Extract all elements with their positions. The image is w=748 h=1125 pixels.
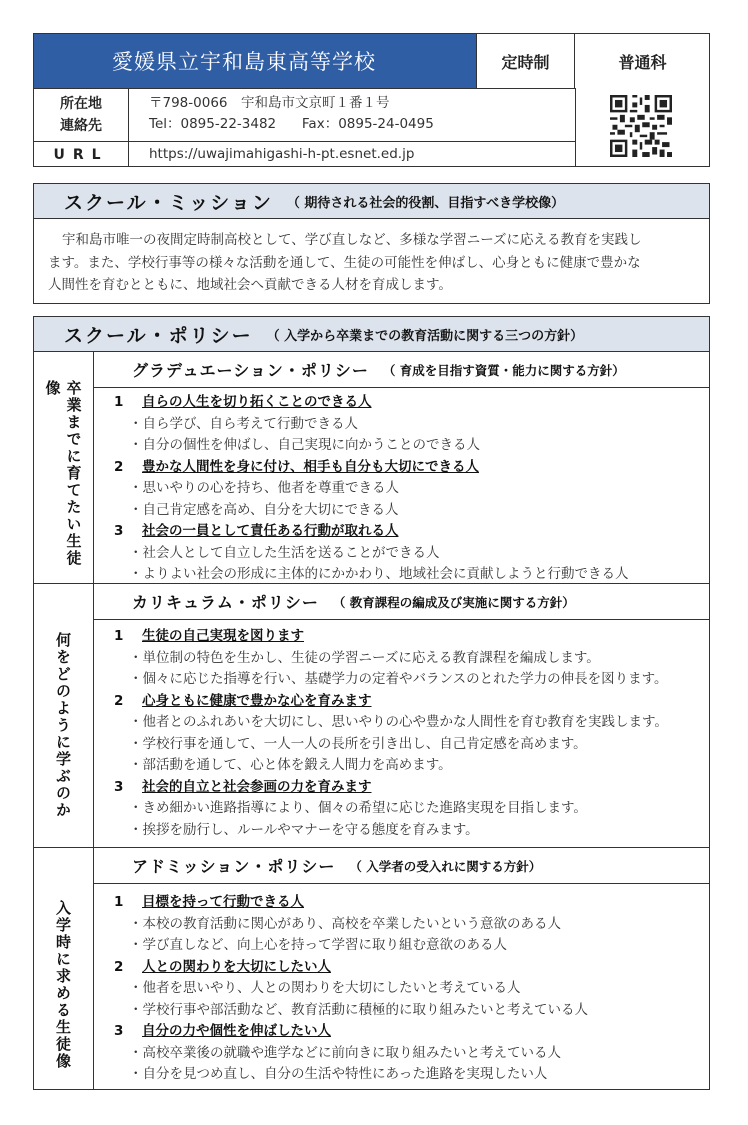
item-number: 1	[114, 394, 124, 410]
bullet: ・高校卒業後の就職や進学などに前向きに取り組みたいと考えている人	[129, 1044, 561, 1061]
list-item	[114, 392, 629, 414]
item-heading: 自らの人生を切り拓くことのできる人	[142, 394, 372, 410]
section-title: アドミッション・ポリシー	[132, 857, 336, 876]
item-heading: 生徒の自己実現を図ります	[142, 628, 304, 644]
list-item	[114, 626, 668, 648]
bullet: ・他者とのふれあいを大切にし、思いやりの心や豊かな人間性を育む教育を実践します。	[129, 714, 668, 730]
bullet: ・自分の個性を伸ばし、自己実現に向かうことのできる人	[129, 437, 480, 453]
bullet: ・部活動を通して、心と体を鍛え人間力を高めます。	[129, 757, 452, 773]
list-item	[114, 521, 629, 543]
section-subtitle: （ 育成を目指す資質・能力に関する方針）	[382, 362, 625, 378]
bullet: ・自己肯定感を高め、自分を大切にできる人	[129, 501, 399, 518]
address-contact	[149, 93, 434, 135]
graduation-policy-title	[94, 352, 709, 388]
bullet: ・挨拶を励行し、ルールやマナーを守る態度を育みます。	[129, 821, 479, 838]
mission-text	[34, 219, 709, 297]
admission-policy-items	[114, 892, 588, 1086]
location-label: 所在地	[60, 96, 102, 112]
course-type: 定時制	[477, 34, 575, 88]
address: 〒798-0066 宇和島市文京町１番１号	[149, 95, 390, 111]
contact-label: 連絡先	[60, 118, 102, 134]
url-label: URL	[34, 142, 129, 167]
section-title: グラデュエーション・ポリシー	[132, 361, 369, 380]
item-heading: 社会の一員として責任ある行動が取れる人	[142, 523, 399, 539]
item-number: 1	[114, 894, 124, 910]
item-heading: 心身ともに健康で豊かな心を育みます	[142, 692, 372, 709]
item-number: 2	[114, 958, 124, 975]
policy-header	[34, 317, 709, 351]
mission-title: スクール・ミッション	[64, 191, 273, 214]
item-heading: 人との関わりを大切にしたい人	[142, 958, 331, 975]
fax: Fax：0895-24-0495	[301, 116, 434, 132]
list-item	[114, 457, 629, 479]
item-heading: 自分の力や個性を伸ばしたい人	[142, 1023, 331, 1039]
school-policy-box	[33, 316, 710, 1090]
bullet: ・学び直しなど、向上心を持って学習に取り組む意欲のある人	[129, 937, 507, 953]
item-number: 2	[114, 458, 124, 475]
bullet: ・社会人として自立した生活を送ることができる人	[129, 544, 440, 561]
item-heading: 社会的自立と社会参画の力を育みます	[142, 778, 372, 795]
item-number: 3	[114, 1023, 124, 1039]
mission-line: 宇和島市唯一の夜間定時制高校として、学び直しなど、多様な学習ニーズに応える教育を実践し	[62, 232, 642, 248]
location-contact-label	[34, 89, 129, 141]
list-item	[114, 892, 588, 914]
side-label-curriculum	[34, 584, 94, 847]
item-number: 2	[114, 692, 124, 709]
mission-subtitle: （ 期待される社会的役割、目指すべき学校像）	[286, 195, 565, 211]
side-label-text: 卒業までに育てたい生徒像	[43, 380, 83, 567]
side-label-text: 入学時に求める生徒像	[54, 900, 72, 1070]
list-item	[114, 1021, 588, 1043]
bullet: ・思いやりの心を持ち、他者を尊重できる人	[129, 480, 399, 496]
phone-fax	[149, 114, 434, 135]
item-number: 3	[114, 778, 124, 795]
bullet: ・単位制の特色を生かし、生徒の学習ニーズに応える教育課程を編成します。	[129, 649, 600, 666]
side-label-graduation	[34, 352, 94, 583]
qr-code-icon	[610, 94, 672, 158]
list-item	[114, 691, 668, 713]
bullet: ・個々に応じた指導を行い、基礎学力の定着やバランスのとれた学力の伸長を図ります。	[129, 671, 668, 687]
bullet: ・自分を見つめ直し、自分の生活や特性にあった進路を実現したい人	[129, 1066, 548, 1082]
phone: Tel：0895-22-3482	[149, 116, 277, 132]
section-subtitle: （ 入学者の受入れに関する方針）	[349, 858, 542, 874]
section-title: カリキュラム・ポリシー	[132, 593, 319, 612]
bullet: ・自ら学び、自ら考えて行動できる人	[129, 415, 358, 432]
policy-title: スクール・ポリシー	[64, 324, 253, 347]
admission-policy-section	[34, 847, 709, 1089]
policy-subtitle: （ 入学から卒業までの教育活動に関する三つの方針）	[266, 328, 584, 344]
bullet: ・きめ細かい進路指導により、個々の希望に応じた進路実現を目指します。	[129, 800, 587, 816]
item-heading: 目標を持って行動できる人	[142, 894, 304, 910]
curriculum-policy-section	[34, 583, 709, 847]
section-subtitle: （ 教育課程の編成及び実施に関する方針）	[332, 594, 575, 610]
graduation-policy-items	[114, 392, 629, 586]
school-info-table	[33, 33, 710, 167]
bullet: ・よりよい社会の形成に主体的にかかわり、地域社会に貢献しようと行動できる人	[129, 566, 629, 582]
divider	[575, 88, 576, 167]
item-number: 1	[114, 628, 124, 644]
bullet: ・学校行事や部活動など、教育活動に積極的に取り組みたいと考えている人	[129, 1001, 588, 1018]
bullet: ・他者を思いやり、人との関わりを大切にしたいと考えている人	[129, 980, 521, 996]
side-label-admission	[34, 848, 94, 1090]
school-mission-box	[33, 183, 710, 304]
bullet: ・学校行事を通して、一人一人の長所を引き出し、自己肯定感を高めます。	[129, 735, 587, 752]
curriculum-policy-items	[114, 626, 668, 841]
mission-line: 人間性を育むとともに、地域社会へ貢献できる人材を育成します。	[48, 277, 452, 293]
list-item	[114, 957, 588, 979]
mission-header	[34, 184, 709, 219]
item-number: 3	[114, 523, 124, 539]
graduation-policy-section	[34, 351, 709, 583]
school-name: 愛媛県立宇和島東高等学校	[34, 34, 477, 88]
list-item	[114, 777, 668, 799]
admission-policy-title	[94, 848, 709, 884]
url[interactable]: https://uwajimahigashi-h-pt.esnet.ed.jp	[149, 146, 415, 162]
item-heading: 豊かな人間性を身に付け、相手も自分も大切にできる人	[142, 458, 479, 475]
curriculum-policy-title	[94, 584, 709, 620]
side-label-text: 何をどのように学ぶのか	[54, 632, 72, 819]
department: 普通科	[618, 52, 667, 72]
mission-line: ます。また、学校行事等の様々な活動を通して、生徒の可能性を伸ばし、心身ともに健康で豊かな	[48, 254, 641, 271]
bullet: ・本校の教育活動に関心があり、高校を卒業したいという意欲のある人	[129, 915, 561, 932]
